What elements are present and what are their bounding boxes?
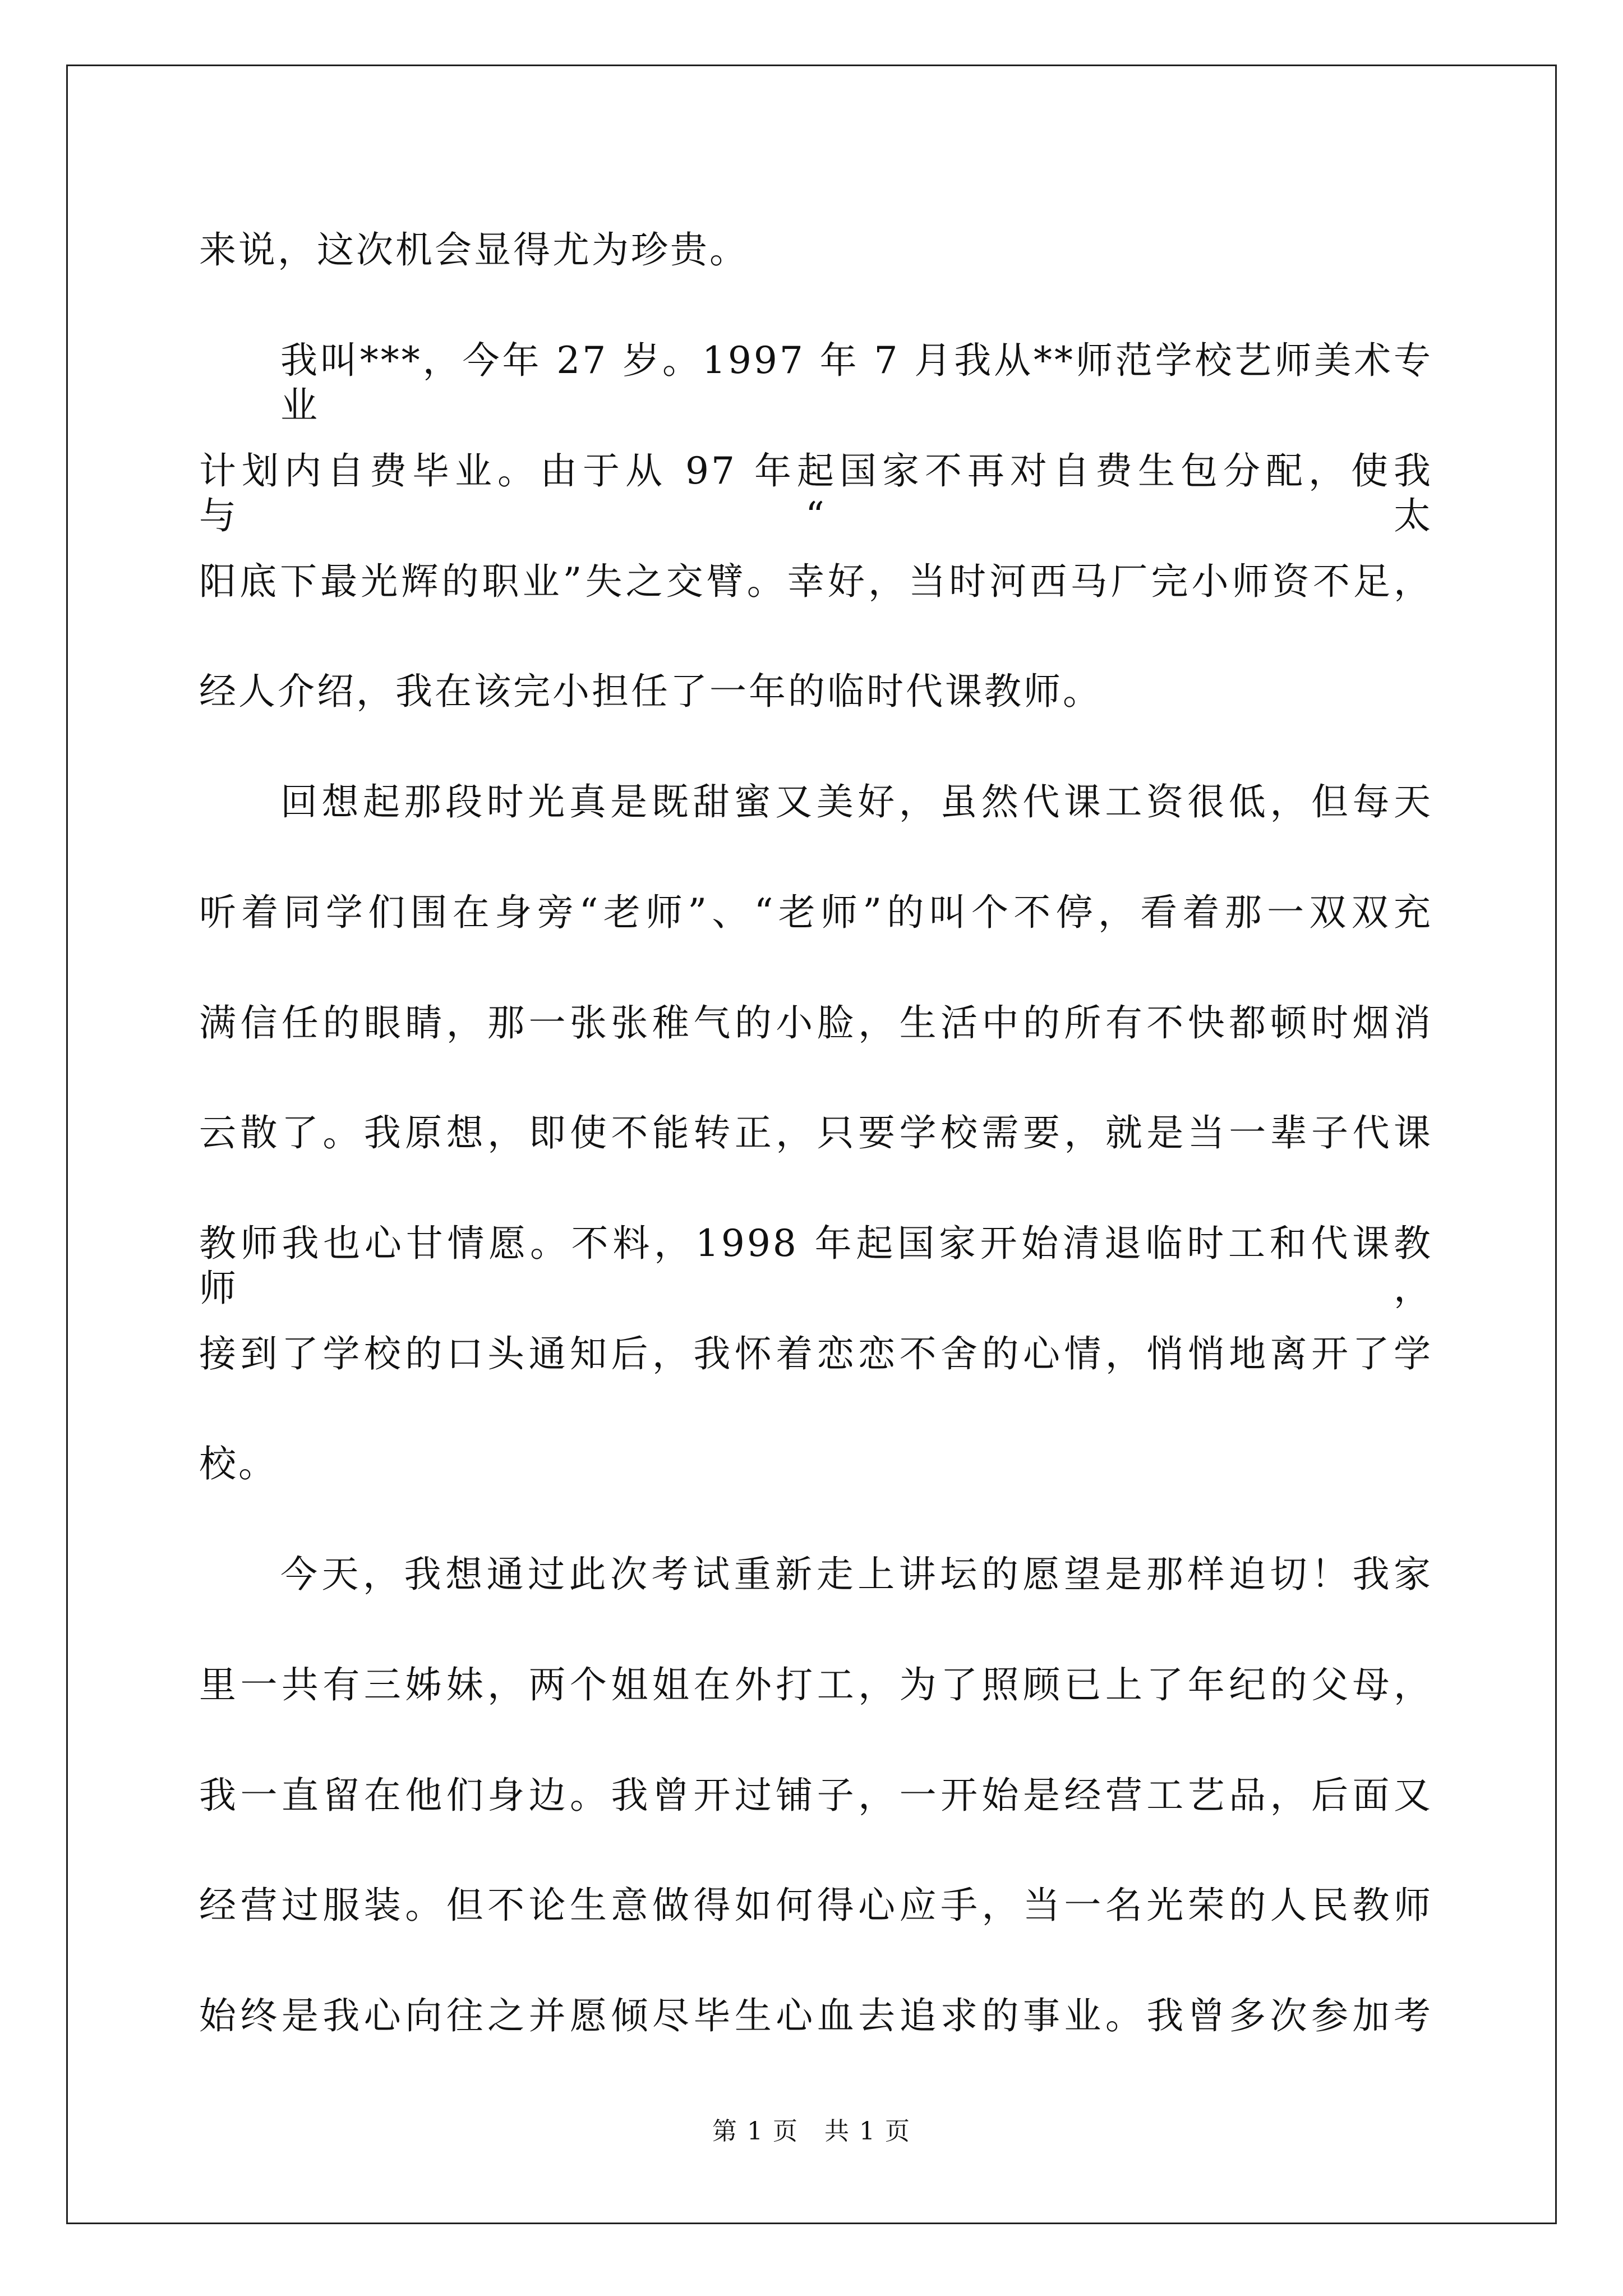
text-line: 回想起那段时光真是既甜蜜又美好，虽然代课工资很低，但每天	[280, 780, 1433, 823]
text-line: 里一共有三姊妹，两个姐姐在外打工，为了照顾已上了年纪的父母，	[199, 1663, 1433, 1706]
text-line: 我叫***，今年 27 岁。1997 年 7 月我从**师范学校艺师美术专业	[280, 339, 1433, 427]
text-line: 计划内自费毕业。由于从 97 年起国家不再对自费生包分配，使我与“太	[199, 449, 1433, 537]
text-line: 来说，这次机会显得尤为珍贵。	[199, 228, 749, 272]
text-line: 始终是我心向往之并愿倾尽毕生心血去追求的事业。我曾多次参加考	[199, 1994, 1433, 2037]
text-line: 满信任的眼睛，那一张张稚气的小脸，生活中的所有不快都顿时烟消	[199, 1001, 1433, 1045]
text-line: 阳底下最光辉的职业”失之交臂。幸好，当时河西马厂完小师资不足，	[199, 560, 1433, 603]
text-line: 教师我也心甘情愿。不料，1998 年起国家开始清退临时工和代课教师，	[199, 1222, 1433, 1310]
text-line: 经人介绍，我在该完小担任了一年的临时代课教师。	[199, 670, 1102, 713]
text-line: 我一直留在他们身边。我曾开过铺子，一开始是经营工艺品，后面又	[199, 1774, 1433, 1817]
text-line: 今天，我想通过此次考试重新走上讲坛的愿望是那样迫切！我家	[280, 1553, 1433, 1596]
text-line: 云散了。我原想，即使不能转正，只要学校需要，就是当一辈子代课	[199, 1111, 1433, 1154]
text-line: 校。	[199, 1442, 278, 1485]
page-footer: 第 1 页 共 1 页	[712, 2117, 911, 2146]
text-line: 听着同学们围在身旁“老师”、“老师”的叫个不停，看着那一双双充	[199, 891, 1433, 934]
text-line: 经营过服装。但不论生意做得如何得心应手，当一名光荣的人民教师	[199, 1884, 1433, 1927]
text-line: 接到了学校的口头通知后，我怀着恋恋不舍的心情，悄悄地离开了学	[199, 1332, 1433, 1375]
